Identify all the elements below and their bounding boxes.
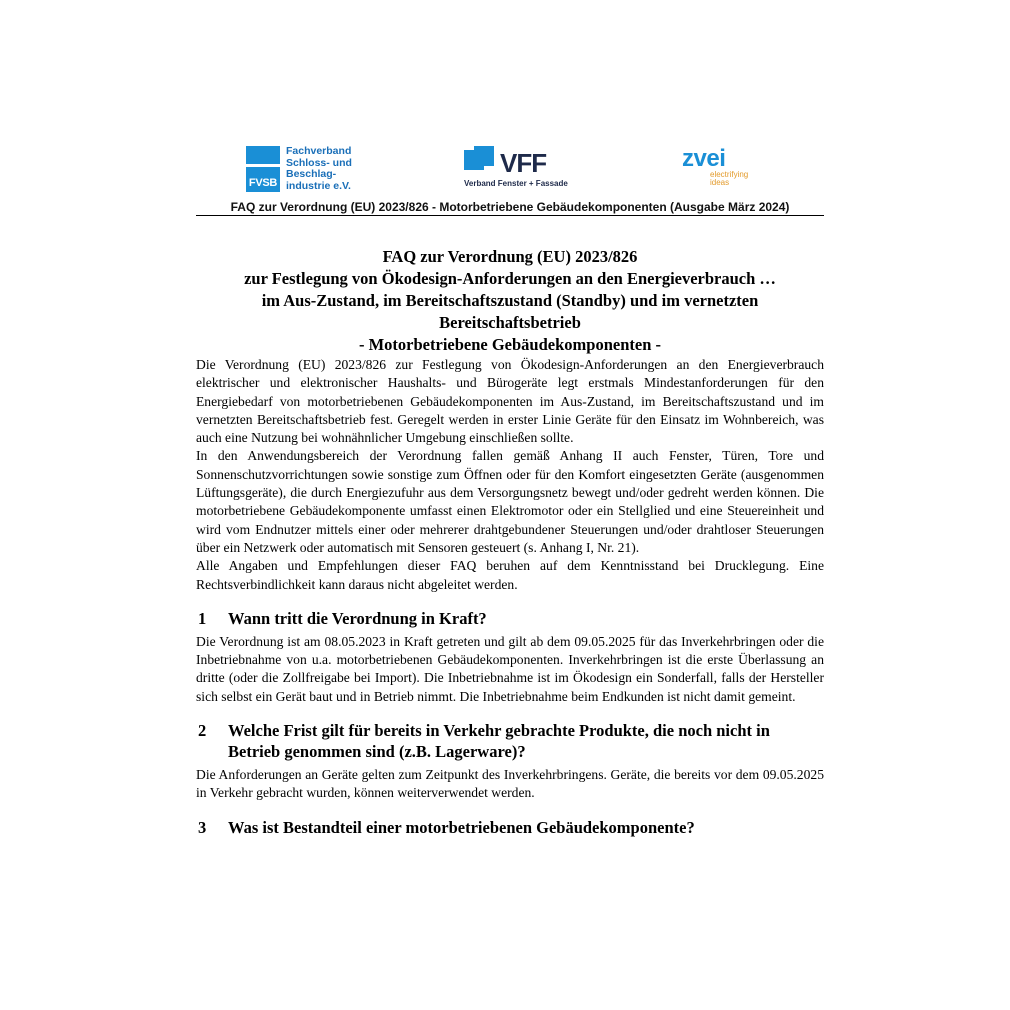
title-line: im Aus-Zustand, im Bereitschaftszustand (Standby) und im vernetzten (261, 291, 759, 310)
section-number: 3 (198, 817, 207, 837)
fvsb-logo (246, 146, 352, 192)
section-heading (196, 720, 824, 762)
section-3 (196, 817, 824, 838)
section-title: Welche Frist gilt für bereits in Verkehr gebrachte Produkte, die noch nicht in Betrieb genommen sind (z.B. Lagerware)? (228, 721, 770, 762)
section-heading (196, 817, 824, 838)
fvsb-mark-icon (246, 146, 280, 192)
vff-name: VFF (500, 148, 547, 178)
section-title: Wann tritt die Verordnung in Kraft? (228, 608, 487, 628)
fvsb-line: Fachverband (286, 145, 352, 157)
fvsb-line: Schloss- und (286, 156, 352, 169)
zvei-name: zvei (682, 145, 726, 172)
vff-subtitle: Verband Fenster + Fassade (464, 179, 568, 188)
running-header: FAQ zur Verordnung (EU) 2023/826 - Motorbetriebene Gebäudekomponenten (Ausgabe März 2024) (196, 200, 824, 216)
zvei-tagline (710, 171, 748, 187)
section-number: 1 (198, 608, 207, 628)
section-text: Die Anforderungen an Geräte gelten zum Zeitpunkt des Inverkehrbringens. Geräte, die bereits vor dem 09.05.2025 in Verkehr gebracht wurden, können weiterverwendet werden. (196, 767, 824, 801)
section-text: Die Verordnung ist am 08.05.2023 in Kraft getreten und gilt ab dem 09.05.2025 für das Inverkehrbringen oder die Inbetriebnahme von u.a. motorbetriebenen Gebäudekomponenten. Inverkehrbringen ist die erste Überlassung an dritte (oder die Zollfreigabe bei Import). Die Inbetriebnahme ist im Ökodesign ein Sonderfall, falls der Hersteller sich selbst ein Gerät baut und in Betrieb nimmt. Die Inbetriebnahme beim Endkunden ist nicht damit gemeint. (196, 633, 824, 704)
fvsb-line: Beschlag- (286, 168, 337, 180)
logo-row (196, 140, 824, 198)
zvei-tagline-line: electrifying (710, 170, 749, 179)
section-2 (196, 720, 824, 803)
vff-logo (464, 146, 568, 188)
intro-text (196, 356, 824, 594)
intro-paragraph: In den Anwendungsbereich der Verordnung fallen gemäß Anhang II auch Fenster, Türen, Tore und Sonnenschutzvorrichtungen sowie sonstige zum Öffnen oder für den Komfort eingesetzten Geräte (ausgenommen Lüftungsgeräte), die durch Energiezufuhr aus dem Versorgungsnetz bewegt und/oder gedreht werden können. Die motorbetriebene Gebäudekomponente umfasst einen Elektromotor oder ein Stellglied und eine Steuereinheit und wird vom Endnutzer mittels einer oder mehrerer drahtgebundener Steuerungen und/oder drahtloser Steuerungen über ein Netzwerk oder automatisch mit Sensoren gesteuert (s. Anhang I, Nr. 21). (196, 448, 824, 555)
fvsb-wordmark (286, 146, 352, 192)
document-title (196, 246, 824, 356)
intro-paragraph: Alle Angaben und Empfehlungen dieser FAQ beruhen auf dem Kenntnisstand bei Drucklegung. Eine Rechtsverbindlichkeit kann daraus nicht abgeleitet werden. (196, 558, 824, 592)
section-1 (196, 608, 824, 706)
title-line: - Motorbetriebene Gebäudekomponenten - (358, 335, 661, 354)
title-line: FAQ zur Verordnung (EU) 2023/826 (382, 247, 638, 266)
intro-paragraph: Die Verordnung (EU) 2023/826 zur Festlegung von Ökodesign-Anforderungen an den Energieverbrauch elektrischer und elektronischer Haushalts- und Bürogeräte legt erstmals Mindestanforderungen für den Energiebedarf von motorbetriebenen Gebäudekomponenten im Aus-Zustand, im Bereitschaftszustand und im vernetzten Bereitschaftsbetrieb fest. Geregelt werden in erster Linie Geräte für den Einsatz im Wohnbereich, was auch eine Nutzung bei wohnähnlicher Umgebung einschließen sollte. (196, 357, 824, 446)
fvsb-line: industrie e.V. (286, 179, 351, 192)
document-page (196, 140, 824, 842)
zvei-logo (682, 145, 749, 187)
section-heading (196, 608, 824, 629)
section-title: Was ist Bestandteil einer motorbetriebenen Gebäudekomponente? (228, 817, 695, 837)
title-line: zur Festlegung von Ökodesign-Anforderungen an den Energieverbrauch … (244, 269, 776, 288)
zvei-tagline-line: ideas (710, 178, 730, 187)
vff-window-icon (464, 146, 498, 176)
fvsb-mark-text: FVSB (248, 177, 278, 189)
section-number: 2 (198, 721, 207, 741)
title-line: Bereitschaftsbetrieb (439, 313, 581, 332)
